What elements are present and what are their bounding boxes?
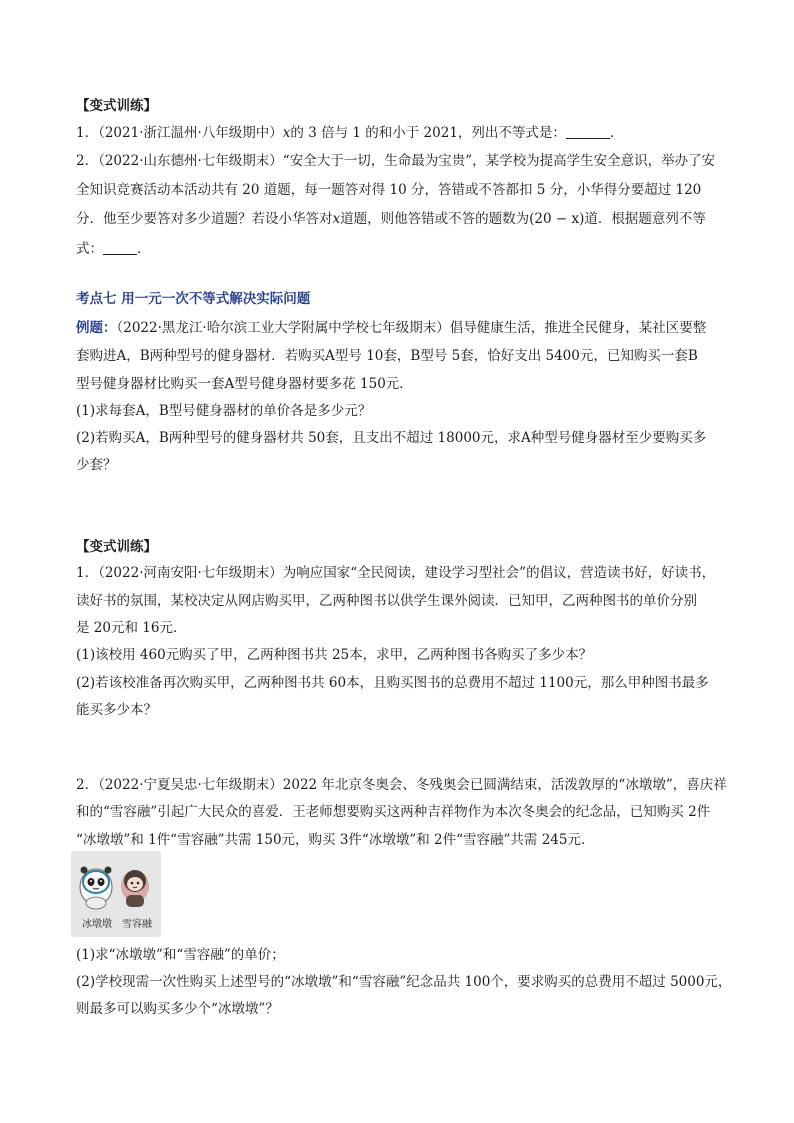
question-2-line-4: 式： ． [76,241,151,257]
shuey-rhon-rhon-label: 雪容融 [122,919,152,930]
answer-blank[interactable] [103,254,137,255]
question-2-line-3: 分．他至少要答对多少道题？若设小华答对x道题，则他答错或不答的题数为(20 − x)道．根据题意列不等 [76,211,706,227]
q3-1-line-2: 读好书的氛围，某校决定从网店购买甲，乙两种图书以供学生课外阅读．已知甲，乙两种图书的单价分别 [76,593,697,609]
example-line-2: 套购进A，B两种型号的健身器材．若购买A型号 10套，B型号 5套，恰好支出 5400元，已知购买一套B [76,348,698,364]
example-line-1: 例题：（2022·黑龙江·哈尔滨工业大学附属中学校七年级期末）倡导健康生活，推进全民健身，某社区要整 [76,320,707,336]
question-source: （2021·浙江温州·八年级期中） [98,125,283,141]
example-line-3: 型号健身器材比购买一套A型号健身器材要多花 150元． [76,376,413,392]
answer-blank[interactable] [566,138,610,139]
variable-x: x [332,211,341,227]
example-part-2-line-2: 少套？ [76,457,117,473]
q3-1-part-2-line-1: (2)若该校准备再次购买甲，乙两种图书共 60本，且购买图书的总费用不超过 1100元，那么甲种图书最多 [76,675,709,691]
q3-2-line-3: “冰墩墩”和 1件“雪容融”共需 150元，购买 3件“冰墩墩”和 2件“雪容融”共需 245元． [76,832,595,848]
q3-2-line-2: 和的“雪容融”引起广大民众的喜爱．王老师想要购买这两种吉祥物作为本次冬奥会的纪念品，已知购买 2件 [76,804,711,820]
section-heading-variant-2: 【变式训练】 [76,539,157,555]
q3-1-part-2-line-2: 能买多少本？ [76,702,157,718]
question-number: 1． [76,125,99,141]
question-number: 2． [76,153,99,169]
q3-2-line-1: 2．（2022·宁夏吴忠·七年级期末）2022 年北京冬奥会、冬残奥会已圆满结束，活泼敦厚的“冰墩墩”，喜庆祥 [76,777,727,793]
example-part-1: (1)求每套A，B型号健身器材的单价各是多少元？ [76,403,372,419]
question-2-line-1: 2．（2022·山东德州·七年级期末）“安全大于一切，生命最为宝贵”，某学校为提高学生安全意识，举办了安 [76,153,716,169]
question-1: 1．（2021·浙江温州·八年级期中）x的 3 倍与 1 的和小于 2021，列出不等式是： ． [76,125,624,141]
q3-1-line-1: 1．（2022·河南安阳·七年级期末）为响应国家“全民阅读，建设学习型社会”的倡议，营造读书好，好读书， [76,565,716,581]
bing-dwen-dwen-label: 冰墩墩 [82,919,112,930]
example-part-2-line-1: (2)若购买A，B两种型号的健身器材共 50套，且支出不超过 18000元，求A种型号健身器材至少要购买多 [76,430,707,446]
question-source: （2022·山东德州·七年级期末） [98,153,283,169]
q3-1-part-1: (1)该校用 460元购买了甲，乙两种图书共 25本，求甲，乙两种图书各购买了多少本？ [76,647,593,663]
q3-2-part-1: (1)求“冰墩墩”和“雪容融”的单价； [76,947,285,963]
example-label: 例题： [76,320,117,336]
q3-2-part-2-line-2: 则最多可以购买多少个“冰墩墩”？ [76,1001,279,1017]
q3-1-line-3: 是 20元和 16元． [76,620,187,636]
variable-x: x [282,125,291,141]
mascots-illustration [71,851,161,937]
expression: (20 − x) [529,211,585,227]
topic-title: 考点七 用一元一次不等式解决实际问题 [76,291,311,307]
q3-2-part-2-line-1: (2)学校现需一次性购买上述型号的“冰墩墩”和“雪容融”纪念品共 100个，要求购买的总费用不超过 5000元， [76,974,732,990]
question-2-line-2: 全知识竞赛活动本活动共有 20 道题，每一题答对得 10 分，答错或不答都扣 5 分，小华得分要超过 120 [76,182,702,198]
mascots-image [71,851,161,937]
question-text: 的 3 倍与 1 的和小于 2021，列出不等式是： [290,125,566,141]
section-heading-variant-1: 【变式训练】 [76,98,157,114]
